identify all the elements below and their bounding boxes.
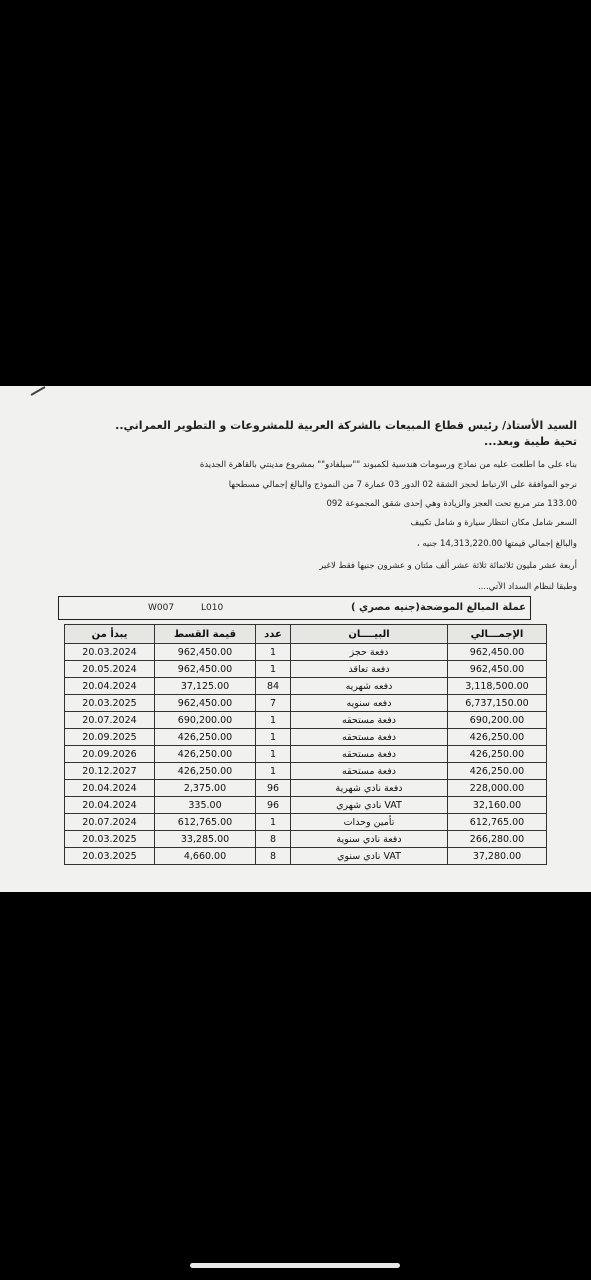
cell-amount: 37,125.00: [155, 678, 256, 695]
cell-amount: 4,660.00: [155, 848, 256, 865]
cell-start: 20.03.2025: [65, 831, 155, 848]
cell-total: 32,160.00: [448, 797, 547, 814]
col-start-date: يبدأ من: [65, 625, 155, 644]
cell-amount: 426,250.00: [155, 746, 256, 763]
cell-total: 426,250.00: [448, 746, 547, 763]
cell-description: دفعة نادي شهرية: [291, 780, 448, 797]
cell-description: دفعة حجز: [291, 644, 448, 661]
cell-count: 1: [256, 746, 291, 763]
col-description: البيــــان: [291, 625, 448, 644]
cell-count: 96: [256, 780, 291, 797]
table-row: [65, 746, 547, 763]
table-row: [65, 814, 547, 831]
cell-description: دفعة نادي سنوية: [291, 831, 448, 848]
cell-count: 8: [256, 831, 291, 848]
col-total: الإجمـــالي: [448, 625, 547, 644]
cell-total: 266,280.00: [448, 831, 547, 848]
cell-count: 7: [256, 695, 291, 712]
cell-start: 20.12.2027: [65, 763, 155, 780]
table-header-box: [58, 596, 531, 620]
cell-total: 6,737,150.00: [448, 695, 547, 712]
cell-start: 20.03.2025: [65, 695, 155, 712]
col-installment: قيمة القسط: [155, 625, 256, 644]
cell-total: 426,250.00: [448, 729, 547, 746]
cell-amount: 690,200.00: [155, 712, 256, 729]
table-row: [65, 712, 547, 729]
pen-mark: [31, 386, 46, 396]
table-row: [65, 695, 547, 712]
cell-amount: 2,375.00: [155, 780, 256, 797]
document-page: [0, 386, 591, 892]
letter-line-2: نرجو الموافقة على الارتباط لحجز الشقة 02 الدور 03 عمارة 7 من النموذج والبالغ إجمالي مسطحها: [228, 480, 577, 490]
cell-count: 1: [256, 712, 291, 729]
table-body: [65, 644, 547, 865]
cell-start: 20.03.2025: [65, 848, 155, 865]
table-row: [65, 644, 547, 661]
cell-total: 426,250.00: [448, 763, 547, 780]
unit-code: L010: [201, 603, 224, 613]
cell-total: 228,000.00: [448, 780, 547, 797]
table-row: [65, 678, 547, 695]
cell-total: 962,450.00: [448, 644, 547, 661]
cell-total: 37,280.00: [448, 848, 547, 865]
payment-schedule-table: [64, 624, 547, 865]
table-row: [65, 729, 547, 746]
home-indicator[interactable]: [190, 1263, 400, 1268]
cell-amount: 426,250.00: [155, 763, 256, 780]
cell-start: 20.04.2024: [65, 797, 155, 814]
cell-count: 96: [256, 797, 291, 814]
letter-line-5: والبالغ إجمالي قيمتها 14,313,220.00 جنيه ،: [416, 539, 577, 549]
cell-start: 20.09.2026: [65, 746, 155, 763]
letter-greeting: السيد الأستاذ/ رئيس قطاع المبيعات بالشركة العربية للمشروعات و التطوير العمراني..: [115, 419, 577, 432]
cell-start: 20.03.2024: [65, 644, 155, 661]
cell-start: 20.04.2024: [65, 780, 155, 797]
cell-description: دفعة مستحقه: [291, 712, 448, 729]
cell-description: دفعة مستحقه: [291, 763, 448, 780]
cell-description: دفعة مستحقه: [291, 729, 448, 746]
cell-description: دفعة مستحقه: [291, 746, 448, 763]
cell-count: 8: [256, 848, 291, 865]
cell-start: 20.05.2024: [65, 661, 155, 678]
cell-amount: 612,765.00: [155, 814, 256, 831]
cell-start: 20.07.2024: [65, 814, 155, 831]
col-count: عدد: [256, 625, 291, 644]
cell-description: دفعه سنويه: [291, 695, 448, 712]
table-row: [65, 831, 547, 848]
cell-amount: 962,450.00: [155, 644, 256, 661]
letter-salutation: تحية طيبة وبعد...: [484, 435, 577, 448]
cell-description: VAT نادي سنوي: [291, 848, 448, 865]
letter-line-1: بناء على ما اطلعت عليه من نماذج ورسومات هندسية لكمبوند ""سيلفادو"" بمشروع مدينتي بالقاهرة الجديدة: [199, 460, 577, 470]
currency-title: عملة المبالغ الموضحة(جنيه مصري ): [350, 602, 526, 613]
cell-amount: 962,450.00: [155, 661, 256, 678]
cell-description: تأمين وحدات: [291, 814, 448, 831]
cell-count: 1: [256, 661, 291, 678]
cell-count: 84: [256, 678, 291, 695]
cell-description: VAT نادي شهري: [291, 797, 448, 814]
cell-amount: 962,450.00: [155, 695, 256, 712]
letter-line-3: 133.00 متر مربع تحت العجز والزيادة وهي إحدى شقق المجموعة 092: [326, 499, 577, 509]
cell-start: 20.04.2024: [65, 678, 155, 695]
cell-total: 612,765.00: [448, 814, 547, 831]
cell-total: 3,118,500.00: [448, 678, 547, 695]
cell-start: 20.09.2025: [65, 729, 155, 746]
cell-amount: 33,285.00: [155, 831, 256, 848]
letter-line-4: السعر شامل مكان انتظار سيارة و شامل تكييف: [410, 518, 577, 528]
building-code: W007: [148, 603, 175, 613]
cell-count: 1: [256, 729, 291, 746]
table-header-row: [65, 625, 547, 644]
letter-line-7: وطبقا لنظام السداد الآتي....: [477, 582, 577, 592]
table-row: [65, 763, 547, 780]
cell-count: 1: [256, 644, 291, 661]
cell-amount: 335.00: [155, 797, 256, 814]
table-row: [65, 780, 547, 797]
cell-total: 962,450.00: [448, 661, 547, 678]
table-row: [65, 797, 547, 814]
cell-description: دفعه شهريه: [291, 678, 448, 695]
cell-count: 1: [256, 814, 291, 831]
cell-description: دفعة تعاقد: [291, 661, 448, 678]
cell-start: 20.07.2024: [65, 712, 155, 729]
cell-count: 1: [256, 763, 291, 780]
letter-line-6: أربعة عشر مليون ثلاثمائة ثلاثة عشر ألف مئتان و عشرون جنيها فقط لاغير: [319, 561, 577, 571]
table-row: [65, 661, 547, 678]
cell-total: 690,200.00: [448, 712, 547, 729]
cell-amount: 426,250.00: [155, 729, 256, 746]
table-row: [65, 848, 547, 865]
